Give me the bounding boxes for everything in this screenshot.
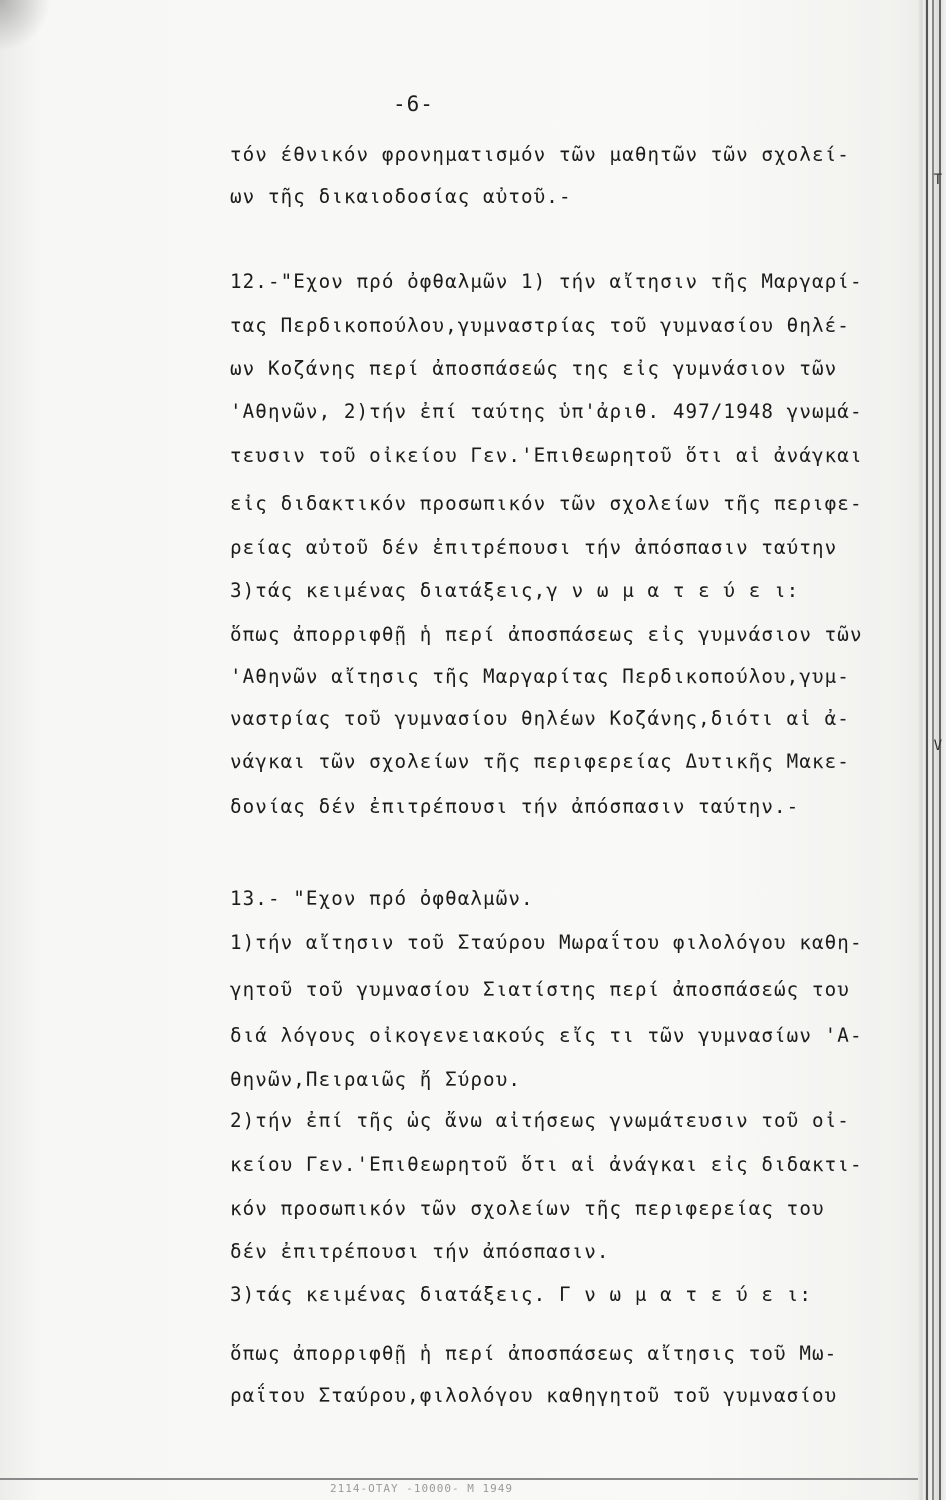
- scan-shadow: [0, 0, 60, 60]
- text-line: νάγκαι τῶν σχολείων τῆς περιφερείας Δυτικῆς Μακε-: [230, 750, 850, 773]
- text-line: δονίας δέν ἐπιτρέπουσι τήν ἀπόσπασιν ταύτην.-: [230, 795, 800, 818]
- text-line: θηνῶν,Πειραιῶς ἤ Σύρου.: [230, 1068, 521, 1091]
- footer-rule: [0, 1478, 918, 1480]
- text-line: κόν προσωπικόν τῶν σχολείων τῆς περιφερείας του: [230, 1197, 825, 1220]
- text-line: 13.- "Εχον πρό ὀφθαλμῶν.: [230, 887, 534, 910]
- margin-mark: V: [933, 738, 942, 754]
- text-line: ὅπως ἀπορριφθῇ ἡ περί ἀποσπάσεως αἴτησις τοῦ Μω-: [230, 1342, 838, 1365]
- text-line: εἰς διδακτικόν προσωπικόν τῶν σχολείων τῆς περιφε-: [230, 492, 863, 515]
- text-line: κείου Γεν.'Επιθεωρητοῦ ὅτι αἱ ἀνάγκαι εἰς διδακτι-: [230, 1153, 863, 1176]
- text-line: ναστρίας τοῦ γυμνασίου θηλέων Κοζάνης,διότι αἱ ἀ-: [230, 707, 850, 730]
- text-line: ων τῆς δικαιοδοσίας αὐτοῦ.-: [230, 185, 572, 208]
- text-line: ραΐτου Σταύρου,φιλολόγου καθηγητοῦ τοῦ γυμνασίου: [230, 1384, 838, 1407]
- text-line: τας Περδικοπούλου,γυμναστρίας τοῦ γυμνασίου θηλέ-: [230, 314, 850, 337]
- margin-mark: T: [933, 172, 942, 188]
- text-line: τόν έθνικόν φρονηματισμόν τῶν μαθητῶν τῶν σχολεί-: [230, 143, 850, 166]
- footer-imprint: 2114-ΟΤΑΥ -10000- Μ 1949: [330, 1482, 513, 1495]
- text-line: 1)τήν αἴτησιν τοῦ Σταύρου Μωραΐτου φιλολόγου καθη-: [230, 931, 863, 954]
- text-line: ων Κοζάνης περί ἀποσπάσεώς της εἰς γυμνάσιον τῶν: [230, 357, 838, 380]
- text-line: 'Αθηνῶν, 2)τήν ἐπί ταύτης ὑπ'ἀριθ. 497/1948 γνωμά-: [230, 400, 863, 423]
- text-line: 12.-"Εχον πρό ὀφθαλμῶν 1) τήν αἴτησιν τῆς Μαργαρί-: [230, 270, 863, 293]
- text-line: ρείας αὐτοῦ δέν ἐπιτρέπουσι τήν ἀπόσπασιν ταύτην: [230, 536, 838, 559]
- text-line: 3)τάς κειμένας διατάξεις. Γ ν ω μ α τ ε ύ ε ι:: [230, 1283, 812, 1306]
- text-line: 2)τήν ἐπί τῆς ὡς ἄνω αἰτήσεως γνωμάτευσιν τοῦ οἰ-: [230, 1109, 850, 1132]
- binding-line: [926, 0, 928, 1500]
- text-line: ὅπως ἀπορριφθῇ ἡ περί ἀποσπάσεως εἰς γυμνάσιον τῶν: [230, 623, 863, 646]
- text-line: τευσιν τοῦ οἰκείου Γεν.'Επιθεωρητοῦ ὅτι αἱ ἀνάγκαι: [230, 444, 863, 467]
- text-line: 3)τάς κειμένας διατάξεις,γ ν ω μ α τ ε ύ ε ι:: [230, 579, 800, 602]
- text-line: γητοῦ τοῦ γυμνασίου Σιατίστης περί ἀποσπάσεώς του: [230, 978, 850, 1001]
- text-line: διά λόγους οἰκογενειακούς εἴς τι τῶν γυμνασίων 'Α-: [230, 1024, 863, 1047]
- page-number: -6-: [393, 92, 434, 116]
- text-line: δέν ἐπιτρέπουσι τήν ἀπόσπασιν.: [230, 1240, 610, 1263]
- text-line: 'Αθηνῶν αἴτησις τῆς Μαργαρίτας Περδικοπούλου,γυμ-: [230, 665, 850, 688]
